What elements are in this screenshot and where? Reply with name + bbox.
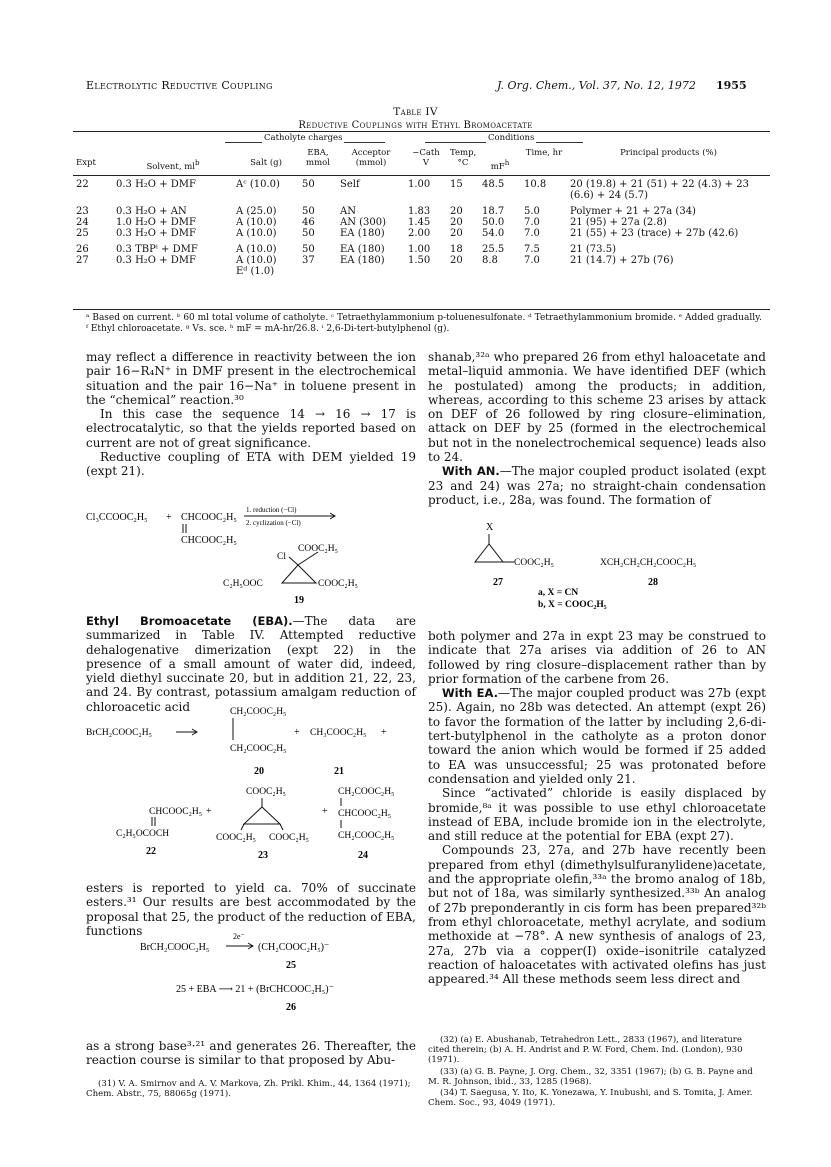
scheme-text: b, X = COOC₂H₅ xyxy=(538,600,607,610)
scheme-text: + xyxy=(166,512,172,523)
paragraph: may reflect a difference in reactivity between the ion pair 16−R₄N⁺ in DMF present in the electrochemical situation and the pair 16−Na⁺ in toluene present in the “chemical” reaction.³⁰ xyxy=(86,350,416,407)
scheme-text: 1. reduction (−Cl) xyxy=(246,506,297,514)
conditions-group-label: Conditions xyxy=(488,133,535,143)
scheme-text: XCH₂CH₂CH₂COOC₂H₅ xyxy=(600,558,697,568)
scheme-text: CH₂COOC₂H₅ xyxy=(230,707,287,717)
scheme-text: C₂H₅OCOCH xyxy=(116,829,170,839)
table-top-rule xyxy=(73,131,770,132)
scheme-text: + xyxy=(322,806,328,817)
scheme-text: + xyxy=(206,806,212,817)
compound-number: 23 xyxy=(258,850,268,860)
table-row: 24 1.0 H₂O + DMF A (10.0) 46 AN (300) 1.45 20 50.0 7.0 21 (95) + 27a (2.8) xyxy=(76,216,667,228)
table-bottom-rule xyxy=(73,309,770,310)
scheme-text: CHCOOC₂H₅ xyxy=(149,807,203,817)
right-column-cont xyxy=(428,629,766,986)
compound-number: 21 xyxy=(334,766,344,777)
table-label: Table IV xyxy=(393,106,438,118)
col-cath: −Cath V xyxy=(412,148,440,168)
col-salt: Salt (g) xyxy=(250,158,282,168)
equation-text: BrCH₂COOC₂H₅ xyxy=(140,942,210,953)
footnote-33: (33) (a) G. B. Payne, J. Org. Chem., 32, 3351 (1967); (b) G. B. Payne and M. R. Johnson, ibid., 33, 1285 (1968). xyxy=(428,1066,753,1087)
table-caption: Reductive Couplings with Ethyl Bromoacetate xyxy=(298,120,533,131)
col-expt: Expt xyxy=(76,158,96,168)
table-header-row xyxy=(73,148,770,172)
equation-text: 25 + EBA ⟶ 21 + (BrCHCOOC₂H₅)⁻ xyxy=(176,984,334,995)
equations-25-26 xyxy=(140,928,400,1030)
scheme-text: COOC₂H₅ xyxy=(514,558,554,568)
paragraph: esters is reported to yield ca. 70% of succinate esters.³¹ Our results are best accommodated by the proposal that 25, the product of the reduction of EBA, functions xyxy=(86,881,416,938)
paragraph: Since “activated” chloride is easily displaced by bromide,⁸ᵃ it was possible to use ethyl chloroacetate instead of EBA, include bromide ion in the electrolyte, and still reduce at the potential for EBA (expt 27). xyxy=(428,786,766,844)
compound-number: 27 xyxy=(493,577,503,588)
col-mf: $mF^h$ xyxy=(490,158,510,172)
paragraph: Compounds 23, 27a, and 27b have recently been prepared from ethyl (dimethylsulfuranylidene)acetate, and the appropriate olefin,³³ᵃ the bromo analog of 18b, but not of 18a, was similarly synthesized.³³ᵇ An analog of 27b preponderantly in cis form has been prepared³²ᵇ from ethyl chloroacetate, methyl acrylate, and sodium methoxide at −78°. A new synthesis of analogs of 23, 27a, 27b via a copper(I) oxide–isonitrile catalyzed reaction of haloacetates with activated olefins has just appeared.³⁴ All these methods seem less direct and xyxy=(428,843,766,987)
scheme-text: CH₂COOC₂H₅ xyxy=(338,787,395,797)
equation-text: 2e⁻ xyxy=(233,932,245,941)
scheme-19 xyxy=(86,495,416,610)
scheme-text: COOC₂H₅ xyxy=(246,787,286,797)
compound-number: 22 xyxy=(146,846,156,857)
scheme-text: X xyxy=(486,522,494,533)
col-temp: Temp, °C xyxy=(450,148,477,168)
compound-number: 25 xyxy=(286,960,296,971)
scheme-text: CH₂COOC₂H₅ xyxy=(338,831,395,841)
scheme-27-28 xyxy=(430,520,766,610)
table-footnotes: ᵃ Based on current. ᵇ 60 ml total volume of catholyte. ᶜ Tetraethylammonium p-toluenesulfonate. ᵈ Tetraethylammonium bromide. ᵉ Added gradually. ᶠ Ethyl chloroacetate. ᵍ Vs. sce. ʰ mF = mA-hr/26.8. ⁱ 2,6-Di-tert-butylphenol (g). xyxy=(86,313,762,334)
col-acceptor: Acceptor (mmol) xyxy=(351,148,391,168)
scheme-text: CH₂COOC₂H₅ xyxy=(230,744,287,754)
scheme-text: + xyxy=(294,727,300,738)
scheme-text: Cl₃CCOOC₂H₅ xyxy=(86,512,148,523)
col-products: Principal products (%) xyxy=(620,148,717,158)
table-row: 23 0.3 H₂O + AN A (25.0) 50 AN 1.83 20 18.7 5.0 Polymer + 21 + 27a (34) xyxy=(76,205,696,217)
table-row: 27 0.3 H₂O + DMF A (10.0) Eᵈ (1.0) 37 EA (180) 1.50 20 8.8 7.0 21 (14.7) + 27b (76) xyxy=(76,254,674,277)
scheme-text: COOC₂H₅ xyxy=(269,833,309,843)
paragraph: Reductive coupling of ETA with DEM yielded 19 (expt 21). xyxy=(86,450,416,479)
col-solvent: Solvent, $ml^b$ xyxy=(146,158,200,172)
scheme-text: CHCOOC₂H₅ xyxy=(338,809,392,819)
page-number: 1955 xyxy=(716,79,747,92)
paragraph: as a strong base³·²¹ and generates 26. Thereafter, the reaction course is similar to that proposed by Abu- xyxy=(86,1039,416,1068)
scheme-text: a, X = CN xyxy=(538,588,579,598)
scheme-text: CHCOOC₂H₅ xyxy=(181,512,237,523)
paragraph: both polymer and 27a in expt 23 may be construed to indicate that 27a arises via addition of 26 to AN followed by ring closure–displacement rather than by prior formation of the carbene from 26. xyxy=(428,629,766,686)
scheme-text: COOC₂H₅ xyxy=(318,579,358,589)
footnote-31: (31) V. A. Smirnov and A. V. Markova, Zh. Prikl. Khim., 44, 1364 (1971); Chem. Abstr., 75, 88065g (1971). xyxy=(86,1079,411,1100)
scheme-text: COOC₂H₅ xyxy=(216,833,256,843)
running-title: Electrolytic Reductive Coupling xyxy=(86,79,273,92)
paragraph: In this case the sequence 14 → 16 → 17 is electrocatalytic, so that the yields reported based on current are not of great significance. xyxy=(86,407,416,450)
scheme-text: COOC₂H₅ xyxy=(298,544,338,554)
scheme-text: BrCH₂COOC₂H₅ xyxy=(86,728,152,738)
equation-text: (CH₂COOC₂H₅)⁻ xyxy=(258,942,330,953)
scheme-text: Cl xyxy=(277,552,286,562)
data-table xyxy=(73,148,770,277)
paragraph: With AN.—The major coupled product isolated (expt 23 and 24) was 27a; no straight-chain condensation product, i.e., 28a, was found. The formation of xyxy=(428,464,766,507)
scheme-text: + xyxy=(381,727,387,738)
left-column-cont xyxy=(86,614,416,714)
table-row: 22 0.3 H₂O + DMF Aᶜ (10.0) 50 Self 1.00 15 48.5 10.8 20 (19.8) + 21 (51) + 22 (4.3) + 23 (6.6) + 24 (5.7) xyxy=(76,178,749,201)
right-column xyxy=(428,350,766,507)
paragraph: With EA.—The major coupled product was 27b (expt 25). Again, no 28b was detected. An attempt (expt 26) to favor the formation of the latter by including 2,6-di-tert-butylphenol in the catholyte as a proton donor toward the anion which would be formed if 25 added to EA was unsuccessful; 25 was protonated before condensation and yielded only 21. xyxy=(428,686,766,786)
paragraph: Ethyl Bromoacetate (EBA).—The data are summarized in Table IV. Attempted reductive dehalogenative dimerization (expt 22) in the presence of a small amount of water did, indeed, yield diethyl succinate 20, but in addition 21, 22, 23, and 24. By contrast, potassium amalgam reduction of chloroacetic acid xyxy=(86,614,416,714)
paragraph: shanab,³²ᵃ who prepared 26 from ethyl haloacetate and metal–liquid ammonia. We have identified DEF (which he postulated) among the products; in addition, whereas, according to this scheme 23 arises by attack on DEF of 26 followed by ring closure–elimination, attack on DEF by 25 (formed in the electrochemical but not in the nonelectrochemical sequence) leads also to 24. xyxy=(428,350,766,465)
scheme-text: CHCOOC₂H₅ xyxy=(181,535,237,546)
left-column-cont3 xyxy=(86,1039,416,1068)
compound-number: 20 xyxy=(254,766,264,777)
col-time: Time, hr xyxy=(525,148,563,158)
footnote-34: (34) T. Saegusa, Y. Ito, K. Yonezawa, Y. Inubushi, and S. Tomita, J. Amer. Chem. Soc., 93, 4049 (1971). xyxy=(428,1088,753,1109)
catholyte-group-label: Catholyte charges xyxy=(264,133,343,143)
right-footnotes xyxy=(428,1035,766,1108)
col-eba: EBA, mmol xyxy=(306,148,330,168)
table-row: 26 0.3 TBPⁱ + DMF A (10.0) 50 EA (180) 1.00 18 25.5 7.5 21 (73.5) xyxy=(76,243,616,255)
table-row: 25 0.3 H₂O + DMF A (10.0) 50 EA (180) 2.00 20 54.0 7.0 21 (55) + 23 (trace) + 27b (42.6) xyxy=(76,227,739,239)
compound-number: 24 xyxy=(358,850,368,860)
scheme-text: CH₃COOC₂H₅ xyxy=(310,728,367,738)
scheme-text: C₂H₅OOC xyxy=(223,579,263,589)
compound-number: 28 xyxy=(648,577,658,588)
compound-number: 19 xyxy=(294,595,304,606)
left-column xyxy=(86,350,416,479)
journal-citation: J. Org. Chem., Vol. 37, No. 12, 1972 xyxy=(497,79,696,92)
compound-number: 26 xyxy=(286,1002,296,1013)
scheme-text: 2. cyclization (−Cl) xyxy=(246,519,301,527)
footnote-32: (32) (a) E. Abushanab, Tetrahedron Lett., 2833 (1967), and literature cited therein; (b) A. H. Andrist and P. W. Ford, Chem. Ind. (London), 930 (1971). xyxy=(428,1035,743,1066)
scheme-20-24 xyxy=(86,702,416,860)
